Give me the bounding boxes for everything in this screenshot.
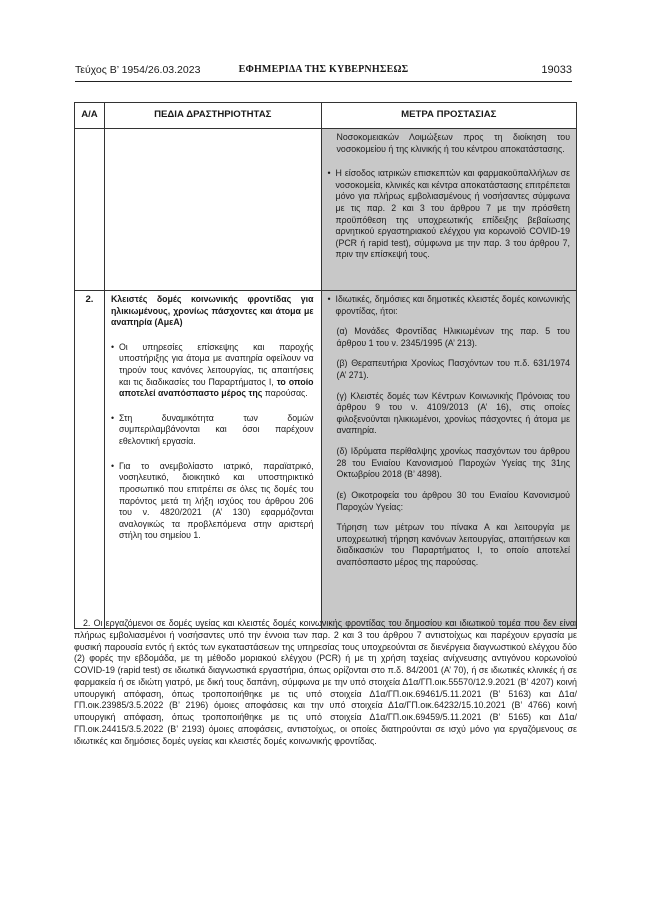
row2-activity-cell	[104, 291, 321, 629]
row1-measures-cell	[321, 129, 576, 291]
row2-activity-b1-text: Οι υπηρεσίες επίσκεψης και παροχής υποστήριξης για άτομα με αναπηρία οφείλουν να τηρούν τους κανόνες λειτουργίας, τις απαιτήσεις και τις διαδικασίες του Παραρτήματος Ι,	[118, 341, 314, 387]
footnote-paragraph: 2. Οι εργαζόμενοι σε δομές υγείας και κλειστές δομές κοινωνικής φροντίδας του δημοσίου και ιδιωτικού τομέα που δεν είναι πλήρως εμβολιασμένοι ή νοσήσαντες υπό την έννοια των παρ. 2 και 3 του άρθρου 7 αντιστοίχως και παρέχουν εργασία με φυσική παρουσία εντός ή εκτός των εγκαταστάσεων της υπηρεσίας τους υποχρεούνται σε διενέργεια διαγνωστικού ελέγχου δύο (2) φορές την εβδομάδα, με τη μέθοδο μοριακού ελέγχου (PCR) ή με τη χρήση ταχείας ανίχνευσης αντιγόνου κορωνοϊού COVID-19 (rapid test) σε ιδιωτικά διαγνωστικά εργαστήρια, όπως ορίζονται στο π.δ. 84/2001 (Α’ 70), ή σε ιδιωτικές κλινικές ή σε φαρμακεία ή σε ιδιώτη γιατρό, με δική τους δαπάνη, σύμφωνα με την υπό στοιχεία Δ1α/ΓΠ.οικ.55570/12.9.2021 (Β’ 4207) κοινή υπουργική απόφαση, όπως τροποποιήθηκε με τις υπό στοιχεία Δ1α/ΓΠ.οικ.69461/5.11.2021 (Β’ 5163) και Δ1α/ΓΠ.οικ.23985/3.5.2022 (Β’ 2196) όμοιες αποφάσεις και την υπό στοιχεία Δ1α/ΓΠ.οικ.64232/15.10.2021 (Β’ 4766) κοινή υπουργική απόφαση, όπως τροποποιήθηκε με τις υπό στοιχεία Δ1α/ΓΠ.οικ.69459/5.11.2021 (Β’ 5165) και Δ1α/ΓΠ.οικ.24415/3.5.2022 (Β’ 2193) όμοιες αποφάσεις, αντιστοίχως, οι οποίες διατηρούνται σε ισχύ μόνο για εργαζόμενους σε ιδιωτικές και δημόσιες δομές υγείας και κλειστές δομές κοινωνικής φροντίδας.	[74, 618, 577, 746]
row1-measures-p2: Η είσοδος ιατρικών επισκεπτών και φαρμακοϋπαλλήλων σε νοσοκομεία, κλινικές και κέντρα αποκατάστασης επιτρέπεται μόνο για πλήρως εμβολιασμένους ή νοσήσαντες σύμφωνα με τις παρ. 2 και 3 του άρθρου 7 με την πρόσθετη προϋπόθεση της υποχρεωτικής επίδειξης βεβαίωσης αρνητικού εργαστηριακού ελέγχου για κορωνοϊό COVID-19 (PCR ή rapid test), σύμφωνα με την παρ. 3 του άρθρου 7, πριν την επίσκεψή τους.	[335, 168, 570, 260]
row1-measures-bullet: • Η είσοδος ιατρικών επισκεπτών και φαρμακοϋπαλλήλων σε νοσοκομεία, κλινικές και κέντρα αποκατάστασης επιτρέπεται μόνο για πλήρως εμβολιασμένους ή νοσήσαντες σύμφωνα με τις παρ. 2 και 3 του άρθρου 7 με την πρόσθετη προϋπόθεση της υποχρεωτικής επίδειξης βεβαίωσης αρνητικού εργαστηριακού ελέγχου για κορωνοϊό COVID-19 (PCR ή rapid test), σύμφωνα με την παρ. 3 του άρθρου 7, πριν την επίσκεψή τους.	[327, 168, 570, 260]
row2-activity-b1-end: παρούσας.	[264, 388, 308, 399]
row2-activity-bullet-1: • Οι υπηρεσίες επίσκεψης και παροχής υποστήριξης για άτομα με αναπηρία οφείλουν να τηρούν τους κανόνες λειτουργίας, τις απαιτήσεις και τις διαδικασίες του Παραρτήματος Ι, το οποίο αποτελεί αναπόσπαστο μέρος της παρούσας.	[110, 341, 314, 399]
gazette-title: ΕΦΗΜΕΡΙΔΑ ΤΗΣ ΚΥΒΕΡΝΗΣΕΩΣ	[238, 64, 409, 75]
row2-activity-b2-text: Στη δυναμικότητα των δομών συμπεριλαμβάνονται και όσοι παρέχουν εθελοντική εργασία.	[118, 412, 314, 447]
row2-activity-b3-text: Για το ανεμβολίαστο ιατρικό, παραϊατρικό, νοσηλευτικό, διοικητικό και υποστηρικτικό προσωπικό που επιτρέπει σε όλες τις δομές του παρόντος μετά τη λήξη ισχύος του άρθρου 206 του ν. 4820/2021 (Α’ 130) εφαρμόζονται αναλογικώς τα προβλεπόμενα στην αριστερή στήλη του σημείου 1.	[118, 460, 314, 541]
measures-table	[74, 102, 577, 629]
row2-activity-bullet-2: • Στη δυναμικότητα των δομών συμπεριλαμβάνονται και όσοι παρέχουν εθελοντική εργασία.	[110, 412, 314, 447]
row2-num: 2.	[75, 291, 105, 629]
row2-activity-title: Κλειστές δομές κοινωνικής φροντίδας για ηλικιωμένους, χρονίως πάσχοντες και άτομα με αναπηρία (ΑμεΑ)	[110, 294, 314, 328]
row2-measures-cell	[321, 291, 576, 629]
row2-activity-b1-bold: το οποίο αποτελεί αναπόσπαστο μέρος της	[118, 376, 314, 399]
row1-measures-p1: Νοσοκομειακών Λοιμώξεων προς τη διοίκηση του νοσοκομείου ή της κλινικής ή του κέντρου αποκατάστασης.	[336, 132, 570, 154]
row2-measures-a: (α) Μονάδες Φροντίδας Ηλικιωμένων της παρ. 5 του άρθρου 1 του ν. 2345/1995 (Α’ 213).	[336, 326, 570, 348]
col-header-measures: ΜΕΤΡΑ ΠΡΟΣΤΑΣΙΑΣ	[321, 103, 576, 129]
issue-label: Τεύχος Β’ 1954/26.03.2023	[75, 64, 201, 76]
table-row	[75, 129, 577, 291]
header-rule	[75, 81, 572, 82]
row2-measures-b: (β) Θεραπευτήρια Χρονίως Πασχόντων του π.δ. 631/1974 (Α’ 271).	[336, 358, 570, 381]
row1-num-cell	[75, 129, 105, 291]
page-number: 19033	[541, 64, 572, 76]
row2-activity-bullet-3: • Για το ανεμβολίαστο ιατρικό, παραϊατρικό, νοσηλευτικό, διοικητικό και υποστηρικτικό προσωπικό που επιτρέπει σε όλες τις δομές του παρόντος μετά τη λήξη ισχύος του άρθρου 206 του ν. 4820/2021 (Α’ 130) εφαρμόζονται αναλογικώς τα προβλεπόμενα στην αριστερή στήλη του σημείου 1.	[110, 460, 314, 541]
table-header-row	[75, 103, 577, 129]
row2-measures-c: (γ) Κλειστές δομές των Κέντρων Κοινωνικής Πρόνοιας του άρθρου 9 του ν. 4109/2013 (Α’ 16), στις οποίες φιλοξενούνται ηλικιωμένοι, χρονίως πάσχοντες ή άτομα με αναπηρία.	[336, 390, 570, 436]
table-row	[75, 291, 577, 629]
row1-activity-cell	[104, 129, 321, 291]
col-header-activity: ΠΕΔΙΑ ΔΡΑΣΤΗΡΙΟΤΗΤΑΣ	[104, 103, 321, 129]
page-header	[75, 64, 572, 80]
col-header-aa: Α/Α	[75, 103, 105, 129]
row2-measures-intro-text: Ιδιωτικές, δημόσιες και δημοτικές κλειστές δομές κοινωνικής φροντίδας, ήτοι:	[335, 294, 570, 316]
row2-measures-intro: • Ιδιωτικές, δημόσιες και δημοτικές κλειστές δομές κοινωνικής φροντίδας, ήτοι:	[327, 294, 570, 316]
row2-measures-d: (δ) Ιδρύματα περίθαλψης χρονίως πασχόντων του άρθρου 28 του Ενιαίου Κανονισμού Παροχών Υγείας της 31ης Οκτωβρίου 2018 (Β’ 4898).	[336, 446, 570, 480]
row2-measures-final: Τήρηση των μέτρων του πίνακα Α και λειτουργία με υποχρεωτική τήρηση κανόνων λειτουργίας, απαιτήσεων και διαδικασιών του Παραρτήματος Ι, το οποίο αποτελεί αναπόσπαστο μέρος της παρούσας.	[336, 522, 570, 567]
row2-measures-e: (ε) Οικοτροφεία του άρθρου 30 του Ενιαίου Κανονισμού Παροχών Υγείας:	[336, 489, 570, 512]
